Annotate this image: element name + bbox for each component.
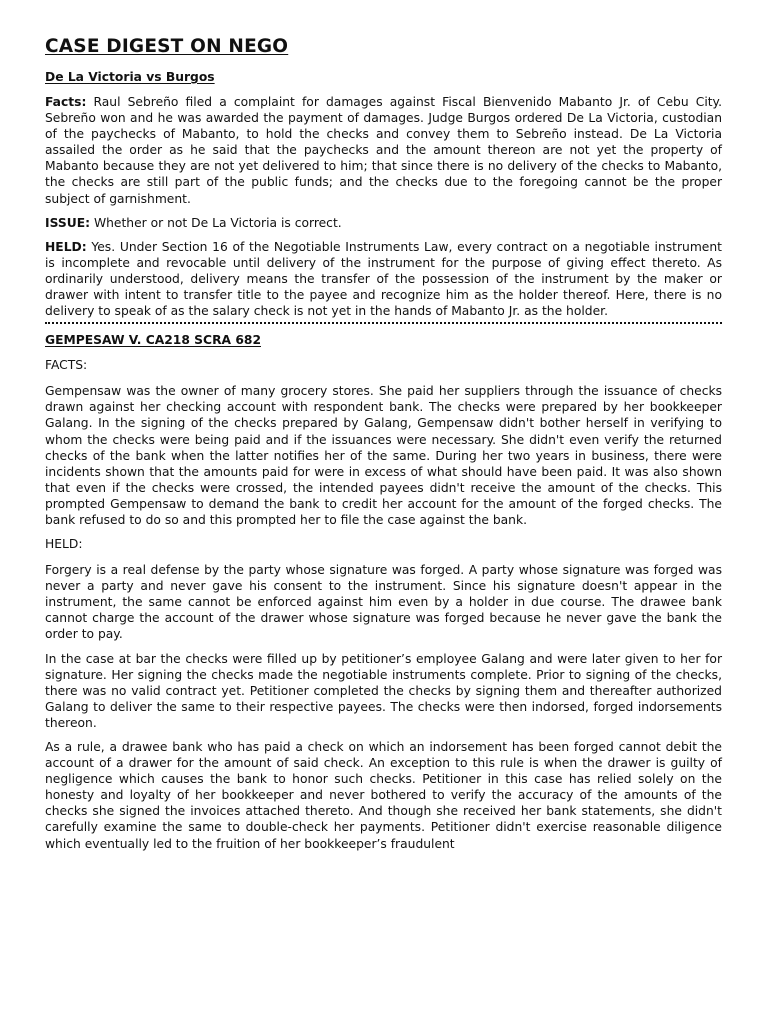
case1-heading: De La Victoria vs Burgos [45,70,215,84]
case1-issue-paragraph [45,215,722,231]
section-divider [45,322,722,324]
case2-held-paragraph-2: In the case at bar the checks were filled up by petitioner’s employee Galang and were later given to her for signature. Her signing the checks made the negotiable instruments complete. Prior to signing of the checks, there was no valid contract yet. Petitioner completed the checks by signing them and thereafter authorized Galang to deliver the same to their respective payees. The checks were then indorsed, forged indorsements thereon. [45,651,722,730]
case1-facts-label: Facts: [45,95,87,109]
case1-held-label: HELD: [45,239,87,254]
case1-facts-text: Raul Sebreño filed a complaint for damages against Fiscal Bienvenido Mabanto Jr. of Cebu City. Sebreño won and he was awarded the payment of damages. Judge Burgos ordered De La Victoria, custodian of the paychecks of Mabanto, to hold the checks and convey them to Sebreño instead. De La Victoria assailed the order as he said that the paychecks and the amount thereon are not yet the property of Mabanto because they are not yet delivered to him; that since there is no delivery of the checks to Mabanto, the checks are still part of the public funds; and the checks due to the foregoing cannot be the proper subject of garnishment. [45,95,722,206]
case1-held-paragraph [45,239,722,319]
case1-issue-text: Whether or not De La Victoria is correct. [90,215,342,230]
case2-heading: GEMPESAW V. CA218 SCRA 682 [45,333,261,348]
case2-held-paragraph-1: Forgery is a real defense by the party whose signature was forged. A party whose signature was forged was never a party and never gave his consent to the instrument. Since his signature doesn't appear in the instrument, the same cannot be enforced against him even by a holder in due course. The drawee bank cannot charge the account of the drawer whose signature was forged because he never gave the bank the order to pay. [45,563,722,642]
case1-facts-paragraph [45,94,722,207]
case1-held-text: Yes. Under Section 16 of the Negotiable Instruments Law, every contract on a negotiable instrument is incomplete and revocable until delivery of the instrument for the purpose of giving effect thereto. As ordinarily understood, delivery means the transfer of the possession of the instrument by the maker or drawer with intent to transfer title to the payee and recognize him as the holder thereof. Here, there is no delivery to speak of as the salary check is not yet in the hands of Mabanto Jr. as the holder. [45,239,722,319]
document-page [45,36,722,860]
case2-held-label: HELD: [45,537,83,552]
document-title: CASE DIGEST ON NEGO [45,36,289,57]
case2-facts-paragraph: Gempensaw was the owner of many grocery stores. She paid her suppliers through the issuance of checks drawn against her checking account with respondent bank. The checks were prepared by her bookkeeper Galang. In the signing of the checks prepared by Galang, Gempensaw didn't bother herself in verifying to whom the checks were being paid and if the issuances were necessary. She didn't even verify the returned checks of the bank when the latter notifies her of the same. During her two years in business, there were incidents shown that the amounts paid for were in excess of what should have been paid. It was also shown that even if the checks were crossed, the intended payees didn't receive the amount of the checks. This prompted Gempensaw to demand the bank to credit her account for the amount of the forged checks. The bank refused to do so and this prompted her to file the case against the bank. [45,384,722,527]
case2-facts-label: FACTS: [45,358,88,373]
case1-issue-label: ISSUE: [45,215,91,230]
case2-held-paragraph-3: As a rule, a drawee bank who has paid a check on which an indorsement has been forged cannot debit the account of a drawer for the amount of said check. An exception to this rule is when the drawer is guilty of negligence which causes the bank to honor such checks. Petitioner in this case has relied solely on the honesty and loyalty of her bookkeeper and never bothered to verify the accuracy of the amounts of the checks she signed the invoices attached thereto. And though she received her bank statements, she didn't carefully examine the same to double-check her payments. Petitioner didn't exercise reasonable diligence which eventually led to the fruition of her bookkeeper’s fraudulent [45,740,722,851]
